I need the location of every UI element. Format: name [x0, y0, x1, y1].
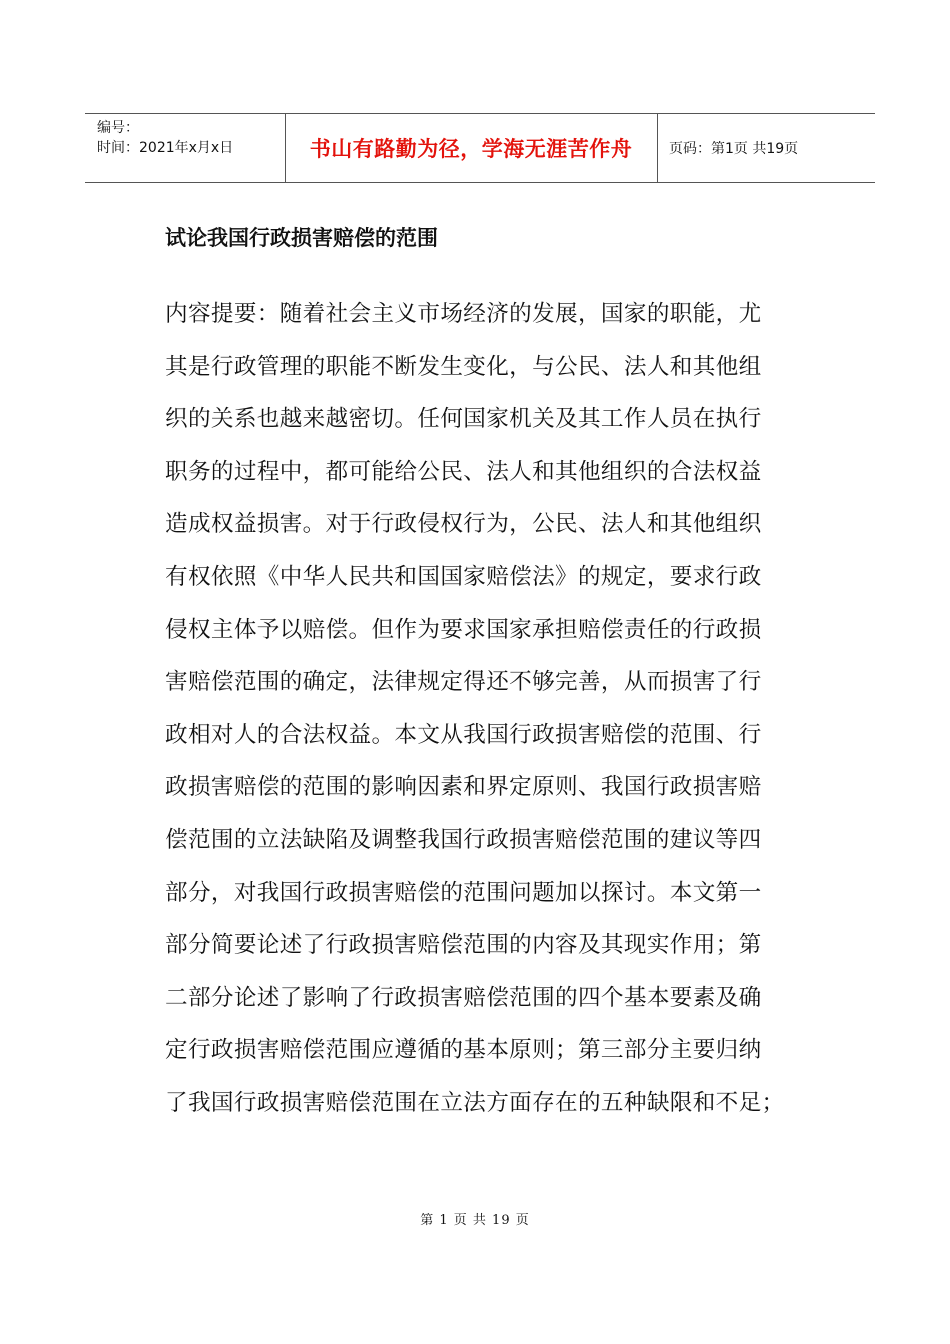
body-line: 害赔偿范围的确定，法律规定得还不够完善，从而损害了行: [165, 669, 762, 696]
number-label: 编号：: [97, 120, 139, 136]
body-line: 定行政损害赔偿范围应遵循的基本原则；第三部分主要归纳: [165, 1037, 762, 1064]
page-footer: 第 1 页 共 19 页: [420, 1213, 530, 1228]
body-line: 其是行政管理的职能不断发生变化，与公民、法人和其他组: [165, 353, 762, 380]
body-line: 织的关系也越来越密切。任何国家机关及其工作人员在执行: [165, 406, 762, 433]
time-label: 时间：2021年x月x日: [97, 140, 234, 156]
document-body: [165, 296, 805, 1138]
header-page-cell: [657, 114, 875, 182]
body-line: 政损害赔偿的范围的影响因素和界定原则、我国行政损害赔: [165, 774, 762, 801]
body-line: 部分，对我国行政损害赔偿的范围问题加以探讨。本文第一: [165, 879, 762, 906]
body-line: 职务的过程中，都可能给公民、法人和其他组织的合法权益: [165, 458, 762, 485]
motto-text: 书山有路勤为径，学海无涯苦作舟: [309, 137, 633, 161]
body-line: 造成权益损害。对于行政侵权行为，公民、法人和其他组织: [165, 511, 762, 538]
body-line: 部分简要论述了行政损害赔偿范围的内容及其现实作用；第: [165, 932, 762, 959]
header-page-info: 页码：第1页 共19页: [669, 141, 799, 157]
body-line: 了我国行政损害赔偿范围在立法方面存在的五种缺限和不足；: [165, 1089, 785, 1116]
header-meta-cell: [85, 114, 286, 182]
document-title: 试论我国行政损害赔偿的范围: [165, 226, 438, 250]
body-line: 内容提要：随着社会主义市场经济的发展，国家的职能，尤: [165, 301, 762, 327]
body-line: 偿范围的立法缺陷及调整我国行政损害赔偿范围的建议等四: [165, 826, 762, 853]
body-line: 侵权主体予以赔偿。但作为要求国家承担赔偿责任的行政损: [165, 616, 762, 643]
body-line: 政相对人的合法权益。本文从我国行政损害赔偿的范围、行: [165, 721, 762, 748]
body-line: 二部分论述了影响了行政损害赔偿范围的四个基本要素及确: [165, 984, 762, 1011]
body-line: 有权依照《中华人民共和国国家赔偿法》的规定，要求行政: [165, 563, 762, 590]
page-header: [85, 113, 875, 183]
header-motto-cell: [285, 114, 658, 182]
